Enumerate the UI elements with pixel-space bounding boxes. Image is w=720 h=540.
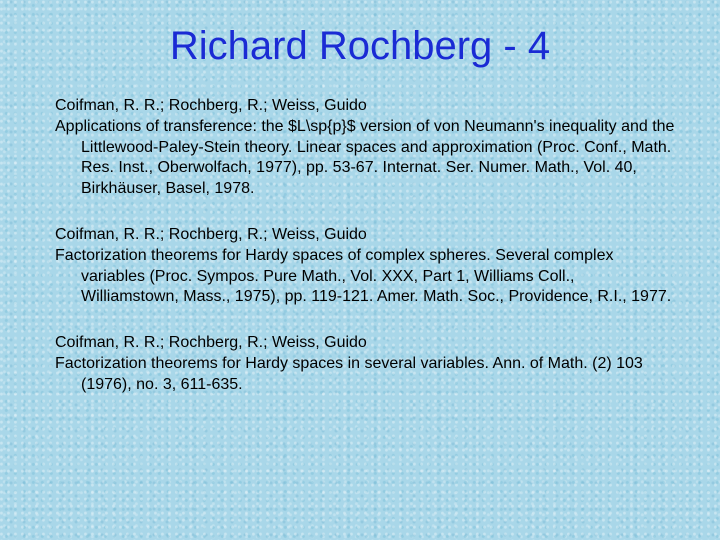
reference-authors: Coifman, R. R.; Rochberg, R.; Weiss, Guido	[55, 334, 367, 352]
slide-title: Richard Rochberg - 4	[169, 24, 551, 68]
reference-authors: Coifman, R. R.; Rochberg, R.; Weiss, Guido	[55, 225, 367, 243]
reference-citation: Factorization theorems for Hardy spaces in several variables. Ann. of Math. (2) 103 (1976), no. 3, 611-635.	[55, 354, 643, 393]
reference-item	[55, 225, 675, 308]
reference-citation: Factorization theorems for Hardy spaces of complex spheres. Several complex variables (Proc. Sympos. Pure Math., Vol. XXX, Part 1, Williams Coll., Williamstown, Mass., 1975), pp. 119-121. Amer. Math. Soc., Providence, R.I., 1977.	[55, 246, 672, 306]
reference-authors: Coifman, R. R.; Rochberg, R.; Weiss, Guido	[55, 97, 367, 114]
reference-item	[55, 96, 675, 200]
reference-item	[55, 333, 675, 395]
reference-list	[55, 96, 675, 421]
reference-citation: Applications of transference: the $L\sp{p}$ version of von Neumann's inequality and the Littlewood-Paley-Stein theory. Linear spaces and approximation (Proc. Conf., Math. Res. Inst., Oberwolfach, 1977), pp. 53-67. Internat. Ser. Numer. Math., Vol. 40, Birkhäuser, Basel, 1978.	[55, 117, 675, 198]
